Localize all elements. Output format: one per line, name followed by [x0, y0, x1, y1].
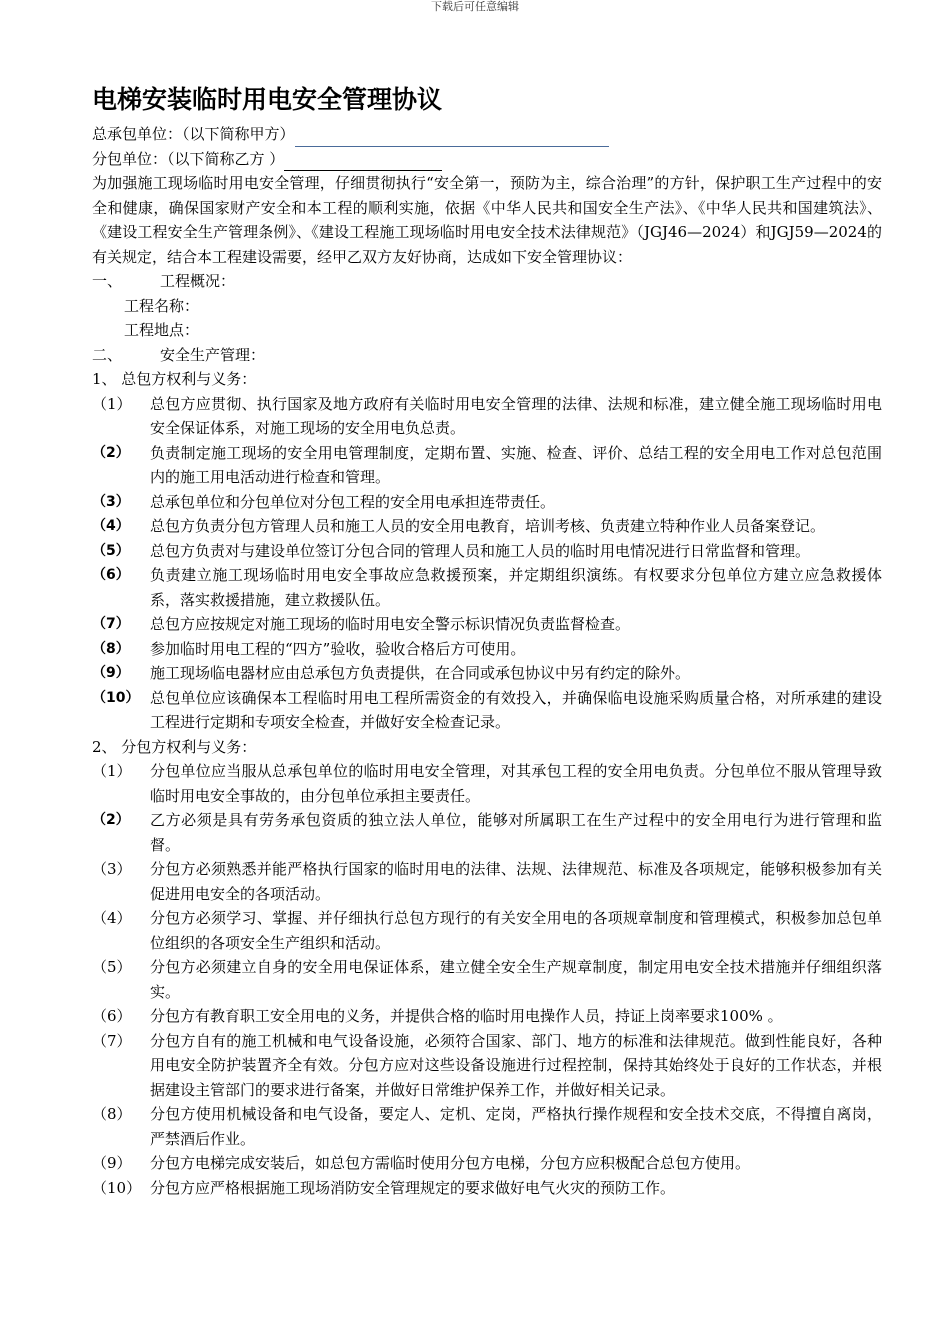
item-number: （6）	[92, 567, 130, 583]
list-item	[92, 1151, 882, 1176]
item-number: （4）	[92, 909, 132, 927]
item-number: （4）	[92, 518, 130, 534]
item-text: 总包方应按规定对施工现场的临时用电安全警示标识情况负责监督检查。	[150, 615, 631, 633]
document-page	[92, 82, 882, 1200]
party-b-blank[interactable]	[284, 152, 442, 171]
item-text: 总包方负责对与建设单位签订分包合同的管理人员和施工人员的临时用电情况进行日常监督和管理。	[150, 541, 811, 560]
list-item	[92, 857, 882, 906]
list-item	[92, 1029, 882, 1103]
list-item	[92, 392, 882, 441]
item-text: 分包方自有的施工机械和电气设备设施，必须符合国家、部门、地方的标准和法律规范。做到性能良好，各种用电安全防护装置齐全有效。分包方应对这些设备设施进行过程控制，保持其始终处于良好的工作状态，并根据建设主管部门的要求进行备案，并做好日常维护保养工作，并做好相关记录。	[150, 1031, 882, 1099]
item-number: （7）	[92, 616, 130, 632]
general-contractor-list	[92, 392, 882, 735]
item-text: 总包方负责分包方管理人员和施工人员的安全用电教育，培训考核、负责建立特种作业人员备案登记。	[150, 517, 826, 535]
item-text: 分包方必须建立自身的安全用电保证体系，建立健全安全生产规章制度，制定用电安全技术措施并仔细组织落实。	[150, 958, 882, 1001]
subcontractor-title: 2、 分包方权利与义务：	[92, 737, 257, 756]
item-text: 参加临时用电工程的“四方”验收，验收合格后方可使用。	[150, 639, 526, 658]
item-text: 分包方必须学习、掌握、并仔细执行总包方现行的有关安全用电的各项规章制度和管理模式，积极参加总包单位组织的各项安全生产组织和活动。	[150, 909, 882, 952]
item-number: （5）	[92, 542, 130, 559]
party-b-line	[92, 147, 882, 172]
item-text: 施工现场临电器材应由总承包方负责提供，在合同或承包协议中另有约定的除外。	[150, 664, 691, 682]
section-1-number: 一、	[92, 272, 123, 290]
item-number: （2）	[92, 812, 130, 828]
list-item	[92, 1004, 882, 1029]
list-item	[92, 1176, 882, 1201]
item-number: （10）	[92, 689, 140, 706]
item-number: （9）	[92, 1154, 132, 1172]
list-item	[92, 686, 882, 735]
list-item	[92, 441, 882, 490]
party-a-blank[interactable]	[295, 128, 609, 147]
party-a-label: 总承包单位：（以下简称甲方）	[92, 125, 295, 143]
item-text: 负责建立施工现场临时用电安全事故应急救援预案，并定期组织演练。有权要求分包单位方建立应急救援体系，落实救援措施，建立救援队伍。	[150, 566, 882, 609]
list-item	[92, 955, 882, 1004]
section-1-heading	[92, 269, 882, 294]
list-item	[92, 612, 882, 637]
item-number: （7）	[92, 1031, 132, 1050]
section-2-number: 二、	[92, 345, 123, 364]
party-a-line	[92, 122, 882, 147]
item-number: （9）	[92, 665, 130, 681]
list-item	[92, 563, 882, 612]
item-text: 分包方使用机械设备和电气设备，要定人、定机、定岗，严格执行操作规程和安全技术交底，不得擅自离岗，严禁酒后作业。	[150, 1105, 882, 1148]
project-name-label: 工程名称：	[124, 296, 200, 315]
intro-paragraph: 为加强施工现场临时用电安全管理，仔细贯彻执行“安全第一，预防为主，综合治理”的方针，保护职工生产过程中的安全和健康，确保国家财产安全和本工程的顺利实施，依据《中华人民共和国安全生产法》、《中华人民共和国建筑法》、《建设工程安全生产管理条例》、《建设工程施工现场临时用电安全技术法律规范》（JGJ46—2024）和JGJ59—2024的有关规定，结合本工程建设需要，经甲乙双方友好协商，达成如下安全管理协议：	[92, 174, 882, 266]
section-2-label: 安全生产管理：	[160, 345, 266, 364]
subcontractor-list	[92, 759, 882, 1200]
list-item	[92, 661, 882, 686]
item-number: （5）	[92, 958, 132, 976]
document-title: 电梯安装临时用电安全管理协议	[92, 85, 443, 114]
item-text: 分包方有教育职工安全用电的义务，并提供合格的临时用电操作人员，持证上岗率要求100% 。	[150, 1007, 783, 1025]
item-number: （3）	[92, 493, 130, 510]
list-item	[92, 514, 882, 539]
item-number: （2）	[92, 444, 130, 461]
item-text: 总包单位应该确保本工程临时用电工程所需资金的有效投入，并确保临电设施采购质量合格，对所承建的建设工程进行定期和专项安全检查，并做好安全检查记录。	[150, 688, 882, 731]
item-number: （1）	[92, 762, 132, 780]
item-number: （10）	[92, 1178, 142, 1197]
item-text: 分包方必须熟悉并能严格执行国家的临时用电的法律、法规、法律规范、标准及各项规定，能够积极参加有关促进用电安全的各项活动。	[150, 860, 882, 903]
list-item	[92, 539, 882, 564]
section-1-label: 工程概况：	[160, 272, 236, 290]
item-text: 分包方电梯完成安装后，如总包方需临时使用分包方电梯，分包方应积极配合总包方使用。	[150, 1154, 751, 1172]
list-item	[92, 490, 882, 515]
item-text: 总包方应贯彻、执行国家及地方政府有关临时用电安全管理的法律、法规和标准，建立健全施工现场临时用电安全保证体系，对施工现场的安全用电负总责。	[150, 394, 882, 437]
item-text: 总承包单位和分包单位对分包工程的安全用电承担连带责任。	[150, 492, 556, 511]
item-number: （8）	[92, 640, 130, 657]
list-item	[92, 759, 882, 808]
item-number: （8）	[92, 1105, 132, 1123]
general-contractor-title: 1、 总包方权利与义务：	[92, 370, 257, 388]
item-number: （6）	[92, 1007, 132, 1025]
item-text: 分包单位应当服从总承包单位的临时用电安全管理，对其承包工程的安全用电负责。分包单位不服从管理导致临时用电安全事故的，由分包单位承担主要责任。	[150, 762, 882, 805]
item-number: （1）	[92, 394, 132, 413]
item-number: （3）	[92, 860, 132, 878]
item-text: 负责制定施工现场的安全用电管理制度，定期布置、实施、检查、评价、总结工程的安全用电工作对总包范围内的施工用电活动进行检查和管理。	[150, 443, 882, 486]
header-note: 下载后可任意编辑	[431, 0, 519, 13]
list-item	[92, 637, 882, 662]
item-text: 乙方必须是具有劳务承包资质的独立法人单位，能够对所属职工在生产过程中的安全用电行为进行管理和监督。	[150, 811, 882, 854]
item-text: 分包方应严格根据施工现场消防安全管理规定的要求做好电气火灾的预防工作。	[150, 1178, 676, 1197]
list-item	[92, 906, 882, 955]
section-2-heading	[92, 343, 882, 368]
list-item	[92, 1102, 882, 1151]
list-item	[92, 808, 882, 857]
project-location-label: 工程地点：	[124, 321, 200, 339]
party-b-label: 分包单位：（以下简称乙方 ）	[92, 149, 285, 168]
